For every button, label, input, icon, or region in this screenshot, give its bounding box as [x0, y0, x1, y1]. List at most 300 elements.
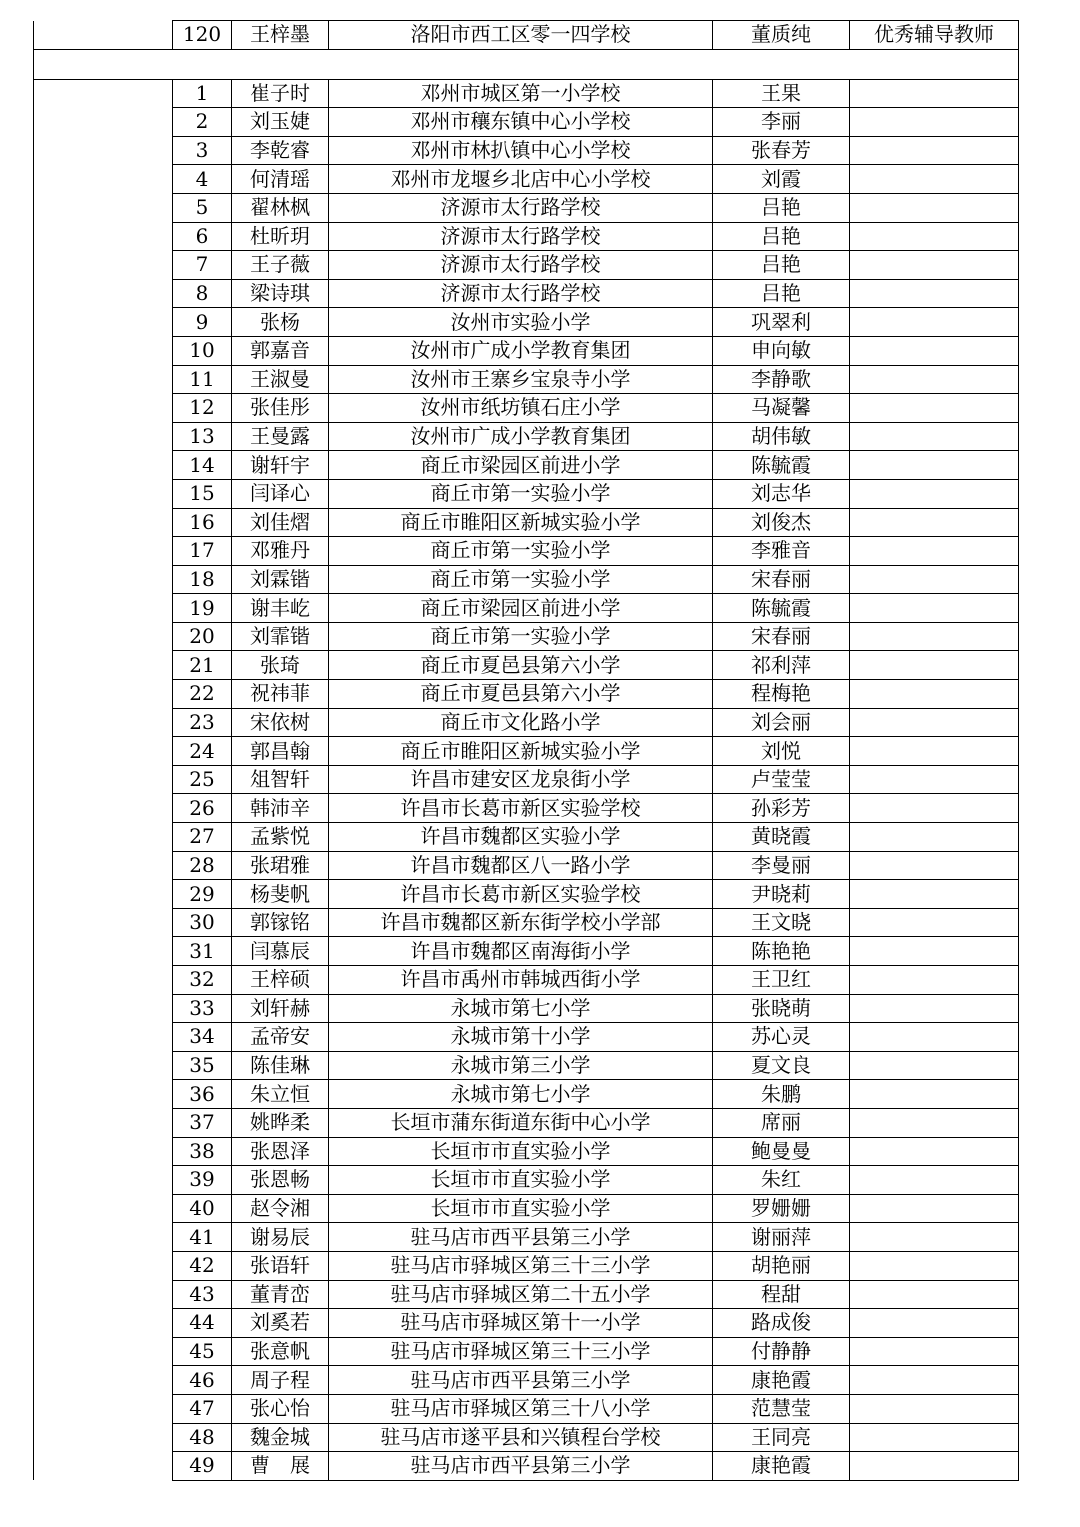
student-name: 张珺雅 [232, 851, 329, 880]
table-row [34, 1051, 1019, 1080]
teacher-name: 董质纯 [713, 21, 850, 50]
student-name: 张意帆 [232, 1337, 329, 1366]
row-number: 47 [173, 1394, 232, 1423]
school-name: 济源市太行路学校 [329, 251, 713, 280]
teacher-name: 宋春丽 [713, 622, 850, 651]
teacher-name: 申向敏 [713, 336, 850, 365]
category-cell [34, 108, 173, 137]
separator-cell [34, 49, 1019, 79]
student-name: 朱立恒 [232, 1080, 329, 1109]
row-number: 35 [173, 1051, 232, 1080]
category-cell [34, 1366, 173, 1395]
row-number: 3 [173, 136, 232, 165]
school-name: 商丘市睢阳区新城实验小学 [329, 508, 713, 537]
table-row [34, 108, 1019, 137]
award-cell [850, 565, 1019, 594]
teacher-name: 路成俊 [713, 1309, 850, 1338]
row-number: 5 [173, 193, 232, 222]
student-name: 郭嘉音 [232, 336, 329, 365]
table-row [34, 708, 1019, 737]
category-cell [34, 680, 173, 709]
award-cell [850, 680, 1019, 709]
table-row [34, 365, 1019, 394]
teacher-name: 李静歌 [713, 365, 850, 394]
row-number: 40 [173, 1194, 232, 1223]
student-name: 祝祎菲 [232, 680, 329, 709]
row-number: 32 [173, 966, 232, 995]
teacher-name: 范慧莹 [713, 1394, 850, 1423]
row-number: 37 [173, 1108, 232, 1137]
category-cell [34, 1137, 173, 1166]
category-cell [34, 1309, 173, 1338]
teacher-name: 刘俊杰 [713, 508, 850, 537]
row-number: 21 [173, 651, 232, 680]
category-cell [34, 1023, 173, 1052]
school-name: 邓州市城区第一小学校 [329, 79, 713, 108]
student-name: 郭镓铭 [232, 908, 329, 937]
award-cell [850, 1194, 1019, 1223]
teacher-name: 陈艳艳 [713, 937, 850, 966]
teacher-name: 祁利萍 [713, 651, 850, 680]
category-cell [34, 365, 173, 394]
category-cell [34, 1051, 173, 1080]
table-row [34, 79, 1019, 108]
school-name: 商丘市睢阳区新城实验小学 [329, 737, 713, 766]
teacher-name: 刘霞 [713, 165, 850, 194]
category-cell [34, 1080, 173, 1109]
teacher-name: 李雅音 [713, 537, 850, 566]
row-number: 8 [173, 279, 232, 308]
student-name: 赵令湘 [232, 1194, 329, 1223]
teacher-name: 刘悦 [713, 737, 850, 766]
student-name: 韩沛辛 [232, 794, 329, 823]
category-cell [34, 394, 173, 423]
student-name: 刘佳熠 [232, 508, 329, 537]
category-cell [34, 565, 173, 594]
award-cell [850, 165, 1019, 194]
row-number: 45 [173, 1337, 232, 1366]
row-number: 28 [173, 851, 232, 880]
school-name: 长垣市蒲东街道东街中心小学 [329, 1108, 713, 1137]
category-cell [34, 279, 173, 308]
table-row [34, 794, 1019, 823]
award-table [33, 20, 1019, 1481]
award-cell [850, 279, 1019, 308]
student-name: 张杨 [232, 308, 329, 337]
category-cell [34, 794, 173, 823]
student-name: 姚晔柔 [232, 1108, 329, 1137]
award-cell [850, 108, 1019, 137]
school-name: 驻马店市驿城区第十一小学 [329, 1309, 713, 1338]
school-name: 永城市第七小学 [329, 994, 713, 1023]
category-cell [34, 880, 173, 909]
table-row [34, 1452, 1019, 1481]
school-name: 商丘市文化路小学 [329, 708, 713, 737]
school-name: 长垣市市直实验小学 [329, 1194, 713, 1223]
table-row [34, 165, 1019, 194]
award-cell [850, 594, 1019, 623]
school-name: 济源市太行路学校 [329, 193, 713, 222]
award-cell [850, 365, 1019, 394]
student-name: 谢轩宇 [232, 451, 329, 480]
award-cell [850, 79, 1019, 108]
award-cell [850, 394, 1019, 423]
row-number: 1 [173, 79, 232, 108]
table-row [34, 394, 1019, 423]
student-name: 郭昌翰 [232, 737, 329, 766]
teacher-name: 朱鹏 [713, 1080, 850, 1109]
table-row [34, 308, 1019, 337]
award-cell [850, 622, 1019, 651]
row-number: 31 [173, 937, 232, 966]
school-name: 驻马店市驿城区第三十三小学 [329, 1251, 713, 1280]
school-name: 长垣市市直实验小学 [329, 1166, 713, 1195]
table-row [34, 937, 1019, 966]
student-name: 李乾睿 [232, 136, 329, 165]
award-table-body [34, 21, 1019, 1481]
school-name: 汝州市王寨乡宝泉寺小学 [329, 365, 713, 394]
category-cell [34, 823, 173, 852]
table-row [34, 1137, 1019, 1166]
school-name: 长垣市市直实验小学 [329, 1137, 713, 1166]
table-row [34, 1366, 1019, 1395]
category-cell [34, 1251, 173, 1280]
school-name: 商丘市第一实验小学 [329, 479, 713, 508]
category-cell [34, 165, 173, 194]
student-name: 张恩畅 [232, 1166, 329, 1195]
category-cell [34, 1452, 173, 1481]
row-number: 120 [173, 21, 232, 50]
table-row [34, 1166, 1019, 1195]
award-cell [850, 1023, 1019, 1052]
school-name: 济源市太行路学校 [329, 279, 713, 308]
row-number: 20 [173, 622, 232, 651]
table-row [34, 451, 1019, 480]
row-number: 39 [173, 1166, 232, 1195]
category-cell [34, 994, 173, 1023]
category-cell [34, 537, 173, 566]
school-name: 驻马店市遂平县和兴镇程台学校 [329, 1423, 713, 1452]
row-number: 36 [173, 1080, 232, 1109]
award-cell [850, 880, 1019, 909]
table-row [34, 680, 1019, 709]
student-name: 闫译心 [232, 479, 329, 508]
award-cell [850, 1251, 1019, 1280]
award-cell [850, 251, 1019, 280]
student-name: 谢易辰 [232, 1223, 329, 1252]
student-name: 刘玉婕 [232, 108, 329, 137]
student-name: 王淑曼 [232, 365, 329, 394]
category-cell [34, 1194, 173, 1223]
teacher-name: 陈毓霞 [713, 594, 850, 623]
category-cell [34, 966, 173, 995]
category-cell [34, 737, 173, 766]
award-cell [850, 451, 1019, 480]
student-name: 梁诗琪 [232, 279, 329, 308]
school-name: 许昌市禹州市韩城西街小学 [329, 966, 713, 995]
student-name: 曹 展 [232, 1452, 329, 1481]
row-number: 49 [173, 1452, 232, 1481]
row-number: 17 [173, 537, 232, 566]
table-row [34, 222, 1019, 251]
row-number: 27 [173, 823, 232, 852]
category-cell [34, 222, 173, 251]
table-row [34, 908, 1019, 937]
student-name: 翟林枫 [232, 193, 329, 222]
row-number: 42 [173, 1251, 232, 1280]
table-row [34, 21, 1019, 50]
student-name: 杜昕玥 [232, 222, 329, 251]
table-row [34, 651, 1019, 680]
table-row [34, 966, 1019, 995]
category-cell [34, 1166, 173, 1195]
school-name: 永城市第三小学 [329, 1051, 713, 1080]
teacher-name: 刘志华 [713, 479, 850, 508]
teacher-name: 鲍曼曼 [713, 1137, 850, 1166]
student-name: 宋依树 [232, 708, 329, 737]
category-cell [34, 422, 173, 451]
teacher-name: 王同亮 [713, 1423, 850, 1452]
row-number: 2 [173, 108, 232, 137]
row-number: 38 [173, 1137, 232, 1166]
table-row [34, 737, 1019, 766]
row-number: 34 [173, 1023, 232, 1052]
school-name: 邓州市龙堰乡北店中心小学校 [329, 165, 713, 194]
award-cell [850, 1452, 1019, 1481]
award-cell [850, 937, 1019, 966]
row-number: 30 [173, 908, 232, 937]
award-cell [850, 1051, 1019, 1080]
school-name: 许昌市魏都区新东街学校小学部 [329, 908, 713, 937]
category-cell [34, 651, 173, 680]
teacher-name: 马凝馨 [713, 394, 850, 423]
row-number: 25 [173, 765, 232, 794]
teacher-name: 吕艳 [713, 279, 850, 308]
student-name: 刘霖锴 [232, 565, 329, 594]
row-number: 7 [173, 251, 232, 280]
teacher-name: 罗姗姗 [713, 1194, 850, 1223]
award-cell [850, 308, 1019, 337]
teacher-name: 程梅艳 [713, 680, 850, 709]
award-list-sheet [33, 20, 1018, 1481]
award-cell [850, 1080, 1019, 1109]
table-row [34, 1080, 1019, 1109]
award-cell [850, 651, 1019, 680]
school-name: 商丘市第一实验小学 [329, 565, 713, 594]
school-name: 商丘市第一实验小学 [329, 622, 713, 651]
row-number: 13 [173, 422, 232, 451]
row-number: 23 [173, 708, 232, 737]
row-number: 43 [173, 1280, 232, 1309]
teacher-name: 苏心灵 [713, 1023, 850, 1052]
student-name: 魏金城 [232, 1423, 329, 1452]
table-row [34, 823, 1019, 852]
school-name: 邓州市穰东镇中心小学校 [329, 108, 713, 137]
school-name: 驻马店市西平县第三小学 [329, 1223, 713, 1252]
category-cell [34, 336, 173, 365]
category-cell [34, 308, 173, 337]
table-row [34, 279, 1019, 308]
award-title: 优秀辅导教师 [850, 21, 1019, 50]
award-cell [850, 1366, 1019, 1395]
row-number: 4 [173, 165, 232, 194]
category-cell [34, 765, 173, 794]
award-cell [850, 1394, 1019, 1423]
award-cell [850, 1280, 1019, 1309]
award-cell [850, 908, 1019, 937]
student-name: 邓雅丹 [232, 537, 329, 566]
school-name: 济源市太行路学校 [329, 222, 713, 251]
student-name: 张佳彤 [232, 394, 329, 423]
category-cell [34, 136, 173, 165]
category-cell [34, 193, 173, 222]
school-name: 驻马店市驿城区第二十五小学 [329, 1280, 713, 1309]
teacher-name: 王卫红 [713, 966, 850, 995]
school-name: 永城市第十小学 [329, 1023, 713, 1052]
student-name: 张恩泽 [232, 1137, 329, 1166]
school-name: 许昌市建安区龙泉街小学 [329, 765, 713, 794]
teacher-name: 程甜 [713, 1280, 850, 1309]
award-cell [850, 1423, 1019, 1452]
table-row [34, 594, 1019, 623]
teacher-name: 吕艳 [713, 222, 850, 251]
school-name: 永城市第七小学 [329, 1080, 713, 1109]
table-row [34, 565, 1019, 594]
school-name: 驻马店市西平县第三小学 [329, 1366, 713, 1395]
school-name: 商丘市第一实验小学 [329, 537, 713, 566]
row-number: 46 [173, 1366, 232, 1395]
teacher-name: 巩翠利 [713, 308, 850, 337]
student-name: 王曼露 [232, 422, 329, 451]
student-name: 孟帝安 [232, 1023, 329, 1052]
award-cell [850, 1108, 1019, 1137]
section-separator [34, 49, 1019, 79]
school-name: 邓州市林扒镇中心小学校 [329, 136, 713, 165]
award-cell [850, 1309, 1019, 1338]
school-name: 商丘市梁园区前进小学 [329, 451, 713, 480]
student-name: 闫慕辰 [232, 937, 329, 966]
table-row [34, 994, 1019, 1023]
teacher-name: 胡艳丽 [713, 1251, 850, 1280]
award-cell [850, 136, 1019, 165]
teacher-name: 谢丽萍 [713, 1223, 850, 1252]
student-name: 刘霏锴 [232, 622, 329, 651]
category-cell [34, 708, 173, 737]
table-row [34, 1251, 1019, 1280]
category-cell [34, 622, 173, 651]
row-number: 15 [173, 479, 232, 508]
row-number: 48 [173, 1423, 232, 1452]
category-cell [34, 1223, 173, 1252]
award-cell [850, 222, 1019, 251]
table-row [34, 251, 1019, 280]
award-cell [850, 1137, 1019, 1166]
teacher-name: 宋春丽 [713, 565, 850, 594]
table-row [34, 1280, 1019, 1309]
table-row [34, 479, 1019, 508]
row-number: 19 [173, 594, 232, 623]
student-name: 何清瑶 [232, 165, 329, 194]
category-cell [34, 21, 173, 50]
category-cell [34, 851, 173, 880]
teacher-name: 卢莹莹 [713, 765, 850, 794]
school-name: 洛阳市西工区零一四学校 [329, 21, 713, 50]
teacher-name: 夏文良 [713, 1051, 850, 1080]
student-name: 周子程 [232, 1366, 329, 1395]
table-row [34, 422, 1019, 451]
award-cell [850, 1223, 1019, 1252]
teacher-name: 尹晓莉 [713, 880, 850, 909]
award-cell [850, 336, 1019, 365]
student-name: 刘奚若 [232, 1309, 329, 1338]
category-cell [34, 594, 173, 623]
table-row [34, 1223, 1019, 1252]
row-number: 10 [173, 336, 232, 365]
student-name: 张语轩 [232, 1251, 329, 1280]
teacher-name: 黄晓霞 [713, 823, 850, 852]
category-cell [34, 908, 173, 937]
table-row [34, 765, 1019, 794]
row-number: 12 [173, 394, 232, 423]
student-name: 王梓墨 [232, 21, 329, 50]
teacher-name: 孙彩芳 [713, 794, 850, 823]
teacher-name: 李丽 [713, 108, 850, 137]
category-cell [34, 1280, 173, 1309]
award-cell [850, 994, 1019, 1023]
table-row [34, 1337, 1019, 1366]
category-cell [34, 79, 173, 108]
award-cell [850, 765, 1019, 794]
award-cell [850, 422, 1019, 451]
award-cell [850, 851, 1019, 880]
row-number: 29 [173, 880, 232, 909]
school-name: 汝州市实验小学 [329, 308, 713, 337]
student-name: 刘轩赫 [232, 994, 329, 1023]
award-cell [850, 537, 1019, 566]
school-name: 许昌市魏都区八一路小学 [329, 851, 713, 880]
table-row [34, 1423, 1019, 1452]
award-cell [850, 794, 1019, 823]
award-cell [850, 823, 1019, 852]
category-cell [34, 451, 173, 480]
student-name: 王梓硕 [232, 966, 329, 995]
school-name: 商丘市夏邑县第六小学 [329, 651, 713, 680]
row-number: 6 [173, 222, 232, 251]
school-name: 汝州市纸坊镇石庄小学 [329, 394, 713, 423]
row-number: 41 [173, 1223, 232, 1252]
category-cell [34, 937, 173, 966]
student-name: 陈佳琳 [232, 1051, 329, 1080]
teacher-name: 朱红 [713, 1166, 850, 1195]
teacher-name: 王文晓 [713, 908, 850, 937]
teacher-name: 康艳霞 [713, 1366, 850, 1395]
row-number: 18 [173, 565, 232, 594]
row-number: 22 [173, 680, 232, 709]
award-cell [850, 966, 1019, 995]
category-cell [34, 1423, 173, 1452]
table-row [34, 1194, 1019, 1223]
student-name: 孟紫悦 [232, 823, 329, 852]
category-cell [34, 1394, 173, 1423]
school-name: 许昌市长葛市新区实验学校 [329, 794, 713, 823]
school-name: 汝州市广成小学教育集团 [329, 422, 713, 451]
category-cell [34, 1108, 173, 1137]
teacher-name: 刘会丽 [713, 708, 850, 737]
school-name: 许昌市长葛市新区实验学校 [329, 880, 713, 909]
award-cell [850, 508, 1019, 537]
row-number: 44 [173, 1309, 232, 1338]
row-number: 26 [173, 794, 232, 823]
